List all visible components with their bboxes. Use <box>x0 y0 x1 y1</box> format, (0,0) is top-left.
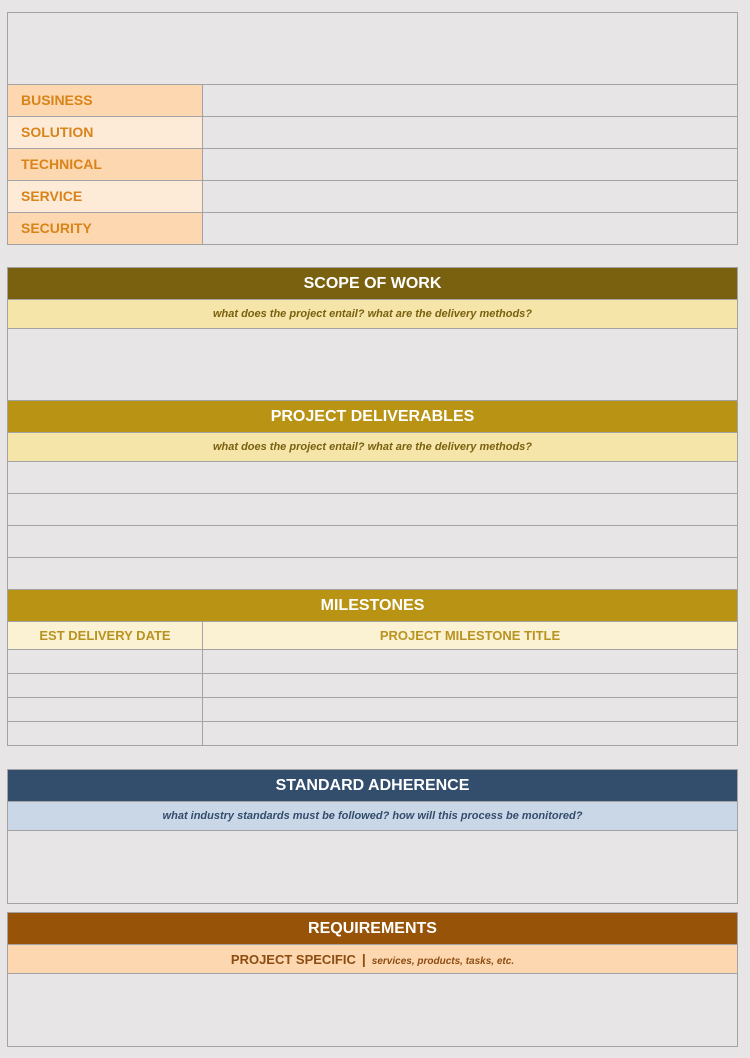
standards-header: STANDARD ADHERENCE <box>7 769 738 802</box>
roles-table <box>7 84 738 245</box>
role-label-technical: TECHNICAL <box>7 148 203 181</box>
role-value-security[interactable] <box>202 212 738 245</box>
deliverable-row[interactable] <box>7 557 738 590</box>
milestone-date-cell[interactable] <box>7 697 203 722</box>
requirements-body[interactable] <box>7 973 738 1047</box>
scope-header: SCOPE OF WORK <box>7 267 738 300</box>
milestone-date-cell[interactable] <box>7 649 203 674</box>
deliverable-row[interactable] <box>7 525 738 558</box>
milestones-header: MILESTONES <box>7 589 738 622</box>
deliverable-row[interactable] <box>7 493 738 526</box>
standards-section <box>7 769 738 904</box>
deliverables-header: PROJECT DELIVERABLES <box>7 400 738 433</box>
requirements-sub-detail: services, products, tasks, etc. <box>371 956 515 967</box>
role-value-service[interactable] <box>202 180 738 213</box>
milestone-title-cell[interactable] <box>202 673 738 698</box>
role-label-service: SERVICE <box>7 180 203 213</box>
milestone-date-cell[interactable] <box>7 721 203 746</box>
scope-section <box>7 267 738 401</box>
role-label-solution: SOLUTION <box>7 116 203 149</box>
milestone-title-cell[interactable] <box>202 721 738 746</box>
milestone-title-cell[interactable] <box>202 697 738 722</box>
title-box[interactable] <box>7 12 738 85</box>
milestone-col-title: PROJECT MILESTONE TITLE <box>202 621 738 650</box>
milestone-title-cell[interactable] <box>202 649 738 674</box>
requirements-header: REQUIREMENTS <box>7 912 738 945</box>
role-value-solution[interactable] <box>202 116 738 149</box>
deliverables-subtitle: what does the project entail? what are the delivery methods? <box>7 432 738 462</box>
scope-subtitle: what does the project entail? what are the delivery methods? <box>7 299 738 329</box>
milestone-col-date: EST DELIVERY DATE <box>7 621 203 650</box>
scope-body[interactable] <box>7 328 738 401</box>
requirements-sub-main: PROJECT SPECIFIC <box>230 952 356 967</box>
deliverables-section <box>7 400 738 591</box>
role-label-business: BUSINESS <box>7 84 203 117</box>
requirements-sub-separator: | <box>361 951 366 967</box>
role-value-business[interactable] <box>202 84 738 117</box>
standards-subtitle: what industry standards must be followed? how will this process be monitored? <box>7 801 738 831</box>
deliverable-row[interactable] <box>7 461 738 494</box>
milestone-date-cell[interactable] <box>7 673 203 698</box>
requirements-subtitle <box>7 944 738 974</box>
requirements-section <box>7 912 738 1047</box>
role-value-technical[interactable] <box>202 148 738 181</box>
milestones-section <box>7 589 738 747</box>
role-label-security: SECURITY <box>7 212 203 245</box>
standards-body[interactable] <box>7 830 738 904</box>
